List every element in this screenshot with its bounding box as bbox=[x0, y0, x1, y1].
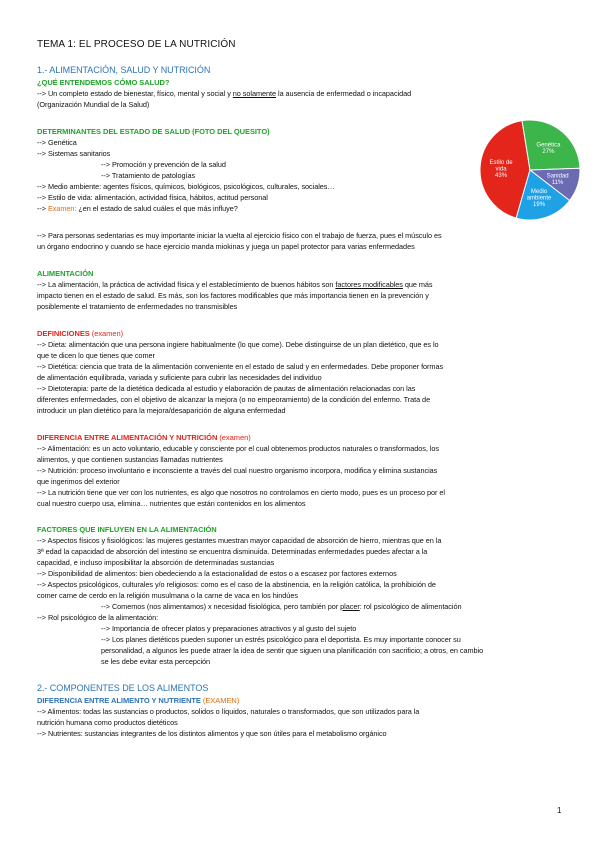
difference-line: --> Alimentación: es un acto voluntario, educable y consciente por el cual obtenemos productos naturales o transformados, los bbox=[37, 444, 439, 453]
difference-line: alimentos, y que contienen sustancias llamadas nutrientes bbox=[37, 455, 223, 464]
exam-question: --> Examen: ¿en el estado de salud cuáles el que más influye? bbox=[37, 204, 238, 213]
determinant-item: --> Genética bbox=[37, 138, 77, 147]
sedentary-note: --> Para personas sedentarias es muy importante iniciar la vuelta al ejercicio físico con el trabajo de fuerza, pues el músculo es bbox=[37, 231, 442, 240]
health-definition-source: (Organización Mundial de la Salud) bbox=[37, 100, 150, 109]
pie-slice-label: Sanidad 11% bbox=[546, 173, 569, 187]
factor-subline: --> Importancia de ofrecer platos y preparaciones atractivos y al gusto del sujeto bbox=[101, 624, 357, 633]
determinant-item: --> Estilo de vida: alimentación, actividad física, hábitos, actitud personal bbox=[37, 193, 268, 202]
factor-line: --> Rol psicológico de la alimentación: bbox=[37, 613, 159, 622]
difference-line: cual nuestro cuerpo usa, elimina… nutrientes que están contenidos en los alimentos bbox=[37, 499, 306, 508]
difference-line: --> Nutrición: proceso involuntario e inconsciente a través del cual nuestro organismo incorpora, modifica y elimina sustancias bbox=[37, 466, 438, 475]
pie-slice-label: Genética 27% bbox=[536, 142, 561, 155]
health-question-heading: ¿QUÉ ENTENDEMOS CÓMO SALUD? bbox=[37, 78, 170, 87]
factors-heading: FACTORES QUE INFLUYEN EN LA ALIMENTACIÓN bbox=[37, 525, 217, 534]
alimentacion-text: posiblemente el tratamiento de enfermedades no transmisibles bbox=[37, 302, 238, 311]
determinants-heading: DETERMINANTES DEL ESTADO DE SALUD (FOTO DEL QUESITO) bbox=[37, 127, 270, 136]
section-1-heading: 1.- ALIMENTACIÓN, SALUD Y NUTRICIÓN bbox=[37, 65, 211, 75]
definition-line: --> Dieta: alimentación que una persona ingiere habitualmente (lo que come). Debe distinguirse de un plan dietético, que es lo bbox=[37, 340, 439, 349]
definition-line: diferentes enfermedades, con el objetivo de alcanzar la mejora (o no empeoramiento) de la condición del enfermo. Trata de bbox=[37, 395, 431, 404]
difference-heading: DIFERENCIA ENTRE ALIMENTACIÓN Y NUTRICIÓN (examen) bbox=[37, 433, 251, 442]
factor-subline: --> Los planes dietéticos pueden suponer un estrés psicológico para el deportista. Es muy importante conocer su bbox=[101, 635, 461, 644]
food-nutrient-heading: DIFERENCIA ENTRE ALIMENTO Y NUTRIENTE (EXAMEN) bbox=[37, 696, 240, 705]
alimentacion-text: impacto tienen en el estado de salud. Es más, son los factores modificables que más importancia tienen en la prevención y bbox=[37, 291, 429, 300]
definition-line: de alimentación equilibrada, variada y suficiente para cubrir las necesidades del individuo bbox=[37, 373, 322, 382]
determinant-subitem: --> Tratamiento de patologías bbox=[101, 171, 196, 180]
factor-subline: --> Comemos (nos alimentamos) x necesidad fisiológica, pero también por placer: rol psicológico de alimentación bbox=[101, 602, 462, 611]
component-line: --> Alimentos: todas las sustancias o productos, solidos o líquidos, naturales o transformados, que son utilizados para la bbox=[37, 707, 420, 716]
difference-line: --> La nutrición tiene que ver con los nutrientes, es algo que nosotros no controlamos en cierto modo, pues es un proceso por el bbox=[37, 488, 445, 497]
component-line: --> Nutrientes: sustancias integrantes de los distintos alimentos y que son útiles para el metabolismo orgánico bbox=[37, 729, 387, 738]
page-title: TEMA 1: EL PROCESO DE LA NUTRICIÓN bbox=[37, 39, 236, 50]
sedentary-note: un órgano endocrino y cuando se hace ejercicio manda miokinas y juega un papel protector para varias enfermedades bbox=[37, 242, 415, 251]
component-line: nutrición humana como productos dietéticos bbox=[37, 718, 178, 727]
definitions-heading: DEFINICIONES (examen) bbox=[37, 329, 124, 338]
definition-line: introducir un plan dietético para la mejora/desaparición de alguna enfermedad bbox=[37, 406, 286, 415]
alimentacion-heading: ALIMENTACIÓN bbox=[37, 269, 94, 278]
health-determinants-pie-chart bbox=[478, 118, 582, 222]
page-number: 1 bbox=[557, 806, 562, 815]
alimentacion-text: --> La alimentación, la práctica de actividad física y el establecimiento de buenos hábitos son factores modificables que más bbox=[37, 280, 433, 289]
factor-line: --> Aspectos psicológicos, culturales y/o religiosos: como es el caso de la abstinencia, en la religión católica, la prohibición de bbox=[37, 580, 436, 589]
definition-line: que te dicen lo que tienes que comer bbox=[37, 351, 155, 360]
difference-line: que ingerimos del exterior bbox=[37, 477, 120, 486]
definition-line: --> Dietética: ciencia que trata de la alimentación conveniente en el estado de salud y en enfermedades. Debe proponer formas bbox=[37, 362, 444, 371]
health-definition: --> Un completo estado de bienestar, físico, mental y social y no solamente la ausencia de enfermedad o incapacidad bbox=[37, 89, 412, 98]
determinant-item: --> Medio ambiente: agentes físicos, químicos, biológicos, psicológicos, culturales, sociales… bbox=[37, 182, 335, 191]
factor-subline: se les debe evitar esta percepción bbox=[101, 657, 211, 666]
pie-slice-label: Estilo de vida 43% bbox=[489, 159, 513, 179]
section-2-heading: 2.- COMPONENTES DE LOS ALIMENTOS bbox=[37, 683, 209, 693]
factor-line: --> Disponibilidad de alimentos: bien obedeciendo a la estacionalidad de estos o a escasez por factores externos bbox=[37, 569, 397, 578]
determinant-subitem: --> Promoción y prevención de la salud bbox=[101, 160, 226, 169]
definition-line: --> Dietoterapia: parte de la dietética dedicada al estudio y elaboración de pautas de alimentación relacionadas con las bbox=[37, 384, 416, 393]
factor-line: capacidad, e incluso imposibilitar la absorción de determinadas sustancias bbox=[37, 558, 275, 567]
determinant-item: --> Sistemas sanitarios bbox=[37, 149, 111, 158]
pie-slice-label: Medio ambiente 19% bbox=[526, 189, 552, 209]
factor-line: --> Aspectos físicos y fisiológicos: las mujeres gestantes muestran mayor capacidad de absorción de hierro, mientras que en la bbox=[37, 536, 442, 545]
factor-subline: personalidad, a algunos les puede atraer la idea de sentir que siguen una planificación con sacrificio; a otros, en cambio bbox=[101, 646, 484, 655]
factor-line: comer carne de cerdo en la religión musulmana o la carne de vaca en los hindúes bbox=[37, 591, 298, 600]
factor-line: 3ª edad la capacidad de absorción del intestino se encuentra disminuida. Determinadas enfermedades puedes afectar a la bbox=[37, 547, 428, 556]
